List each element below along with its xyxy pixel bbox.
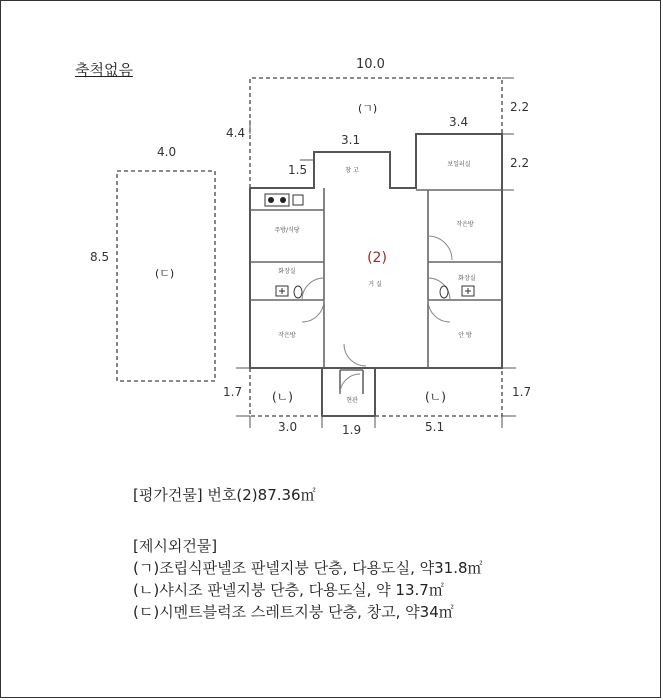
- bathroom-fixture-left-icon: [276, 286, 302, 298]
- excluded-item: (ㄷ)시멘트블럭조 스레트지붕 단층, 창고, 약34㎡: [133, 603, 454, 621]
- zone-label-giyeok: (ㄱ): [358, 102, 378, 115]
- main-building-label: (2): [367, 250, 387, 266]
- dim-shed-height: 8.5: [90, 250, 110, 264]
- dim-bottom-left-side: 1.7: [223, 385, 243, 399]
- bathroom-fixture-right-icon: [440, 286, 474, 298]
- excluded-building-title: [제시외건물]: [133, 537, 218, 555]
- excluded-item: (ㄴ)샤시조 판넬지붕 단층, 다용도실, 약 13.7㎡: [133, 581, 444, 599]
- dim-right-mid: 2.2: [510, 156, 530, 170]
- dim-right-width: 3.4: [449, 115, 469, 129]
- room-label-bath-left: 화장실: [278, 268, 296, 275]
- dim-bottom-center-width: 1.9: [342, 423, 362, 437]
- dim-storage-height: 1.5: [288, 163, 308, 177]
- dim-top-width: 10.0: [356, 57, 385, 72]
- dim-left-side: 4.4: [226, 126, 246, 140]
- room-label-boiler: 보일러실: [447, 161, 471, 168]
- dim-bottom-right-width: 5.1: [425, 420, 445, 434]
- evaluated-building-title: [평가건물] 번호(2)87.36㎡: [133, 486, 316, 504]
- zone-label-digeut: (ㄷ): [155, 267, 175, 280]
- room-label-bath-right: 화장실: [458, 275, 476, 282]
- room-label-kitchen: 주방/식당: [274, 227, 300, 234]
- dim-shed-width: 4.0: [157, 145, 177, 159]
- excluded-item: (ㄱ)조립식판넬조 판넬지붕 단층, 다용도실, 약31.8㎡: [133, 559, 483, 577]
- zone-label-nieun-left: (ㄴ): [272, 390, 293, 404]
- scale-note: 축척없음: [75, 61, 133, 79]
- room-label-small-right: 작은방: [456, 221, 474, 228]
- room-label-small-left: 작은방: [278, 332, 296, 339]
- dim-bottom-left-width: 3.0: [278, 420, 298, 434]
- kitchen-sink-icon: [265, 194, 303, 206]
- room-label-main-room: 안 방: [458, 332, 472, 339]
- room-label-storage: 창 고: [345, 167, 359, 174]
- zone-label-nieun-right: (ㄴ): [425, 390, 446, 404]
- dim-right-top: 2.2: [510, 100, 530, 114]
- room-label-living: 거 실: [368, 281, 382, 288]
- dim-bottom-right-side: 1.7: [512, 385, 532, 399]
- room-label-entrance: 현관: [346, 397, 358, 404]
- dim-storage-width: 3.1: [341, 133, 361, 147]
